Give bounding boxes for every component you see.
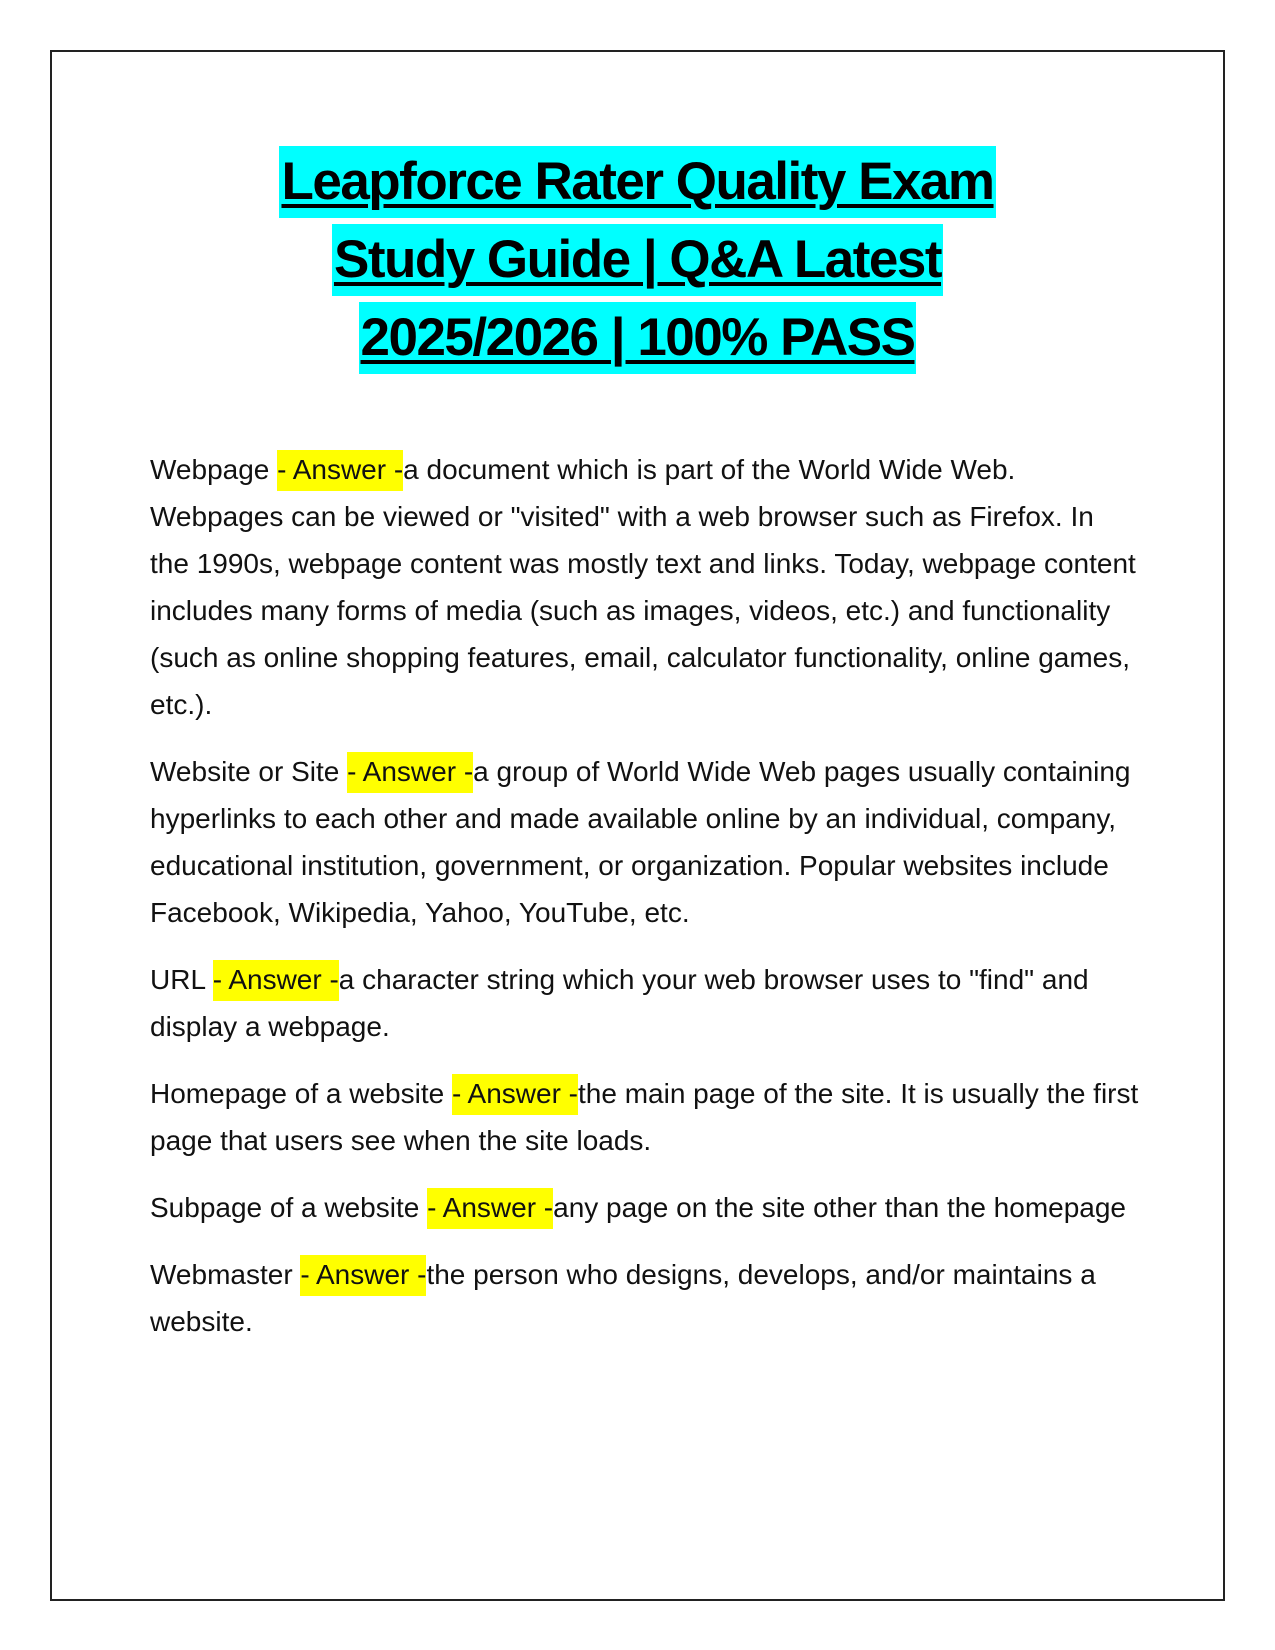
title-line-1: Leapforce Rater Quality Exam bbox=[279, 146, 995, 218]
answer-marker: - Answer - bbox=[347, 752, 473, 793]
answer-marker: - Answer - bbox=[277, 450, 403, 491]
qa-entry-url bbox=[150, 956, 1140, 1050]
title-line-3: 2025/2026 | 100% PASS bbox=[359, 302, 917, 374]
definition: a character string which your web browser uses to "find" and display a webpage. bbox=[150, 964, 1089, 1042]
answer-marker: - Answer - bbox=[300, 1255, 426, 1296]
qa-entry-webmaster bbox=[150, 1251, 1140, 1345]
term: Webmaster bbox=[150, 1259, 301, 1290]
qa-entry-homepage bbox=[150, 1070, 1140, 1164]
qa-list bbox=[150, 446, 1140, 1365]
definition: a group of World Wide Web pages usually containing hyperlinks to each other and made available online by an individual, company, educational institution, government, or organization. Popular websites include Facebook, Wikipedia, Yahoo, YouTube, etc. bbox=[150, 756, 1131, 928]
title-line-2: Study Guide | Q&A Latest bbox=[332, 224, 943, 296]
qa-entry-subpage bbox=[150, 1184, 1140, 1231]
term: URL bbox=[150, 964, 213, 995]
definition: any page on the site other than the homepage bbox=[553, 1192, 1127, 1223]
document-title bbox=[150, 146, 1125, 380]
term: Webpage bbox=[150, 454, 278, 485]
answer-marker: - Answer - bbox=[213, 960, 339, 1001]
qa-entry-website bbox=[150, 748, 1140, 936]
term: Homepage of a website bbox=[150, 1078, 452, 1109]
definition: the main page of the site. It is usually the first page that users see when the site loads. bbox=[150, 1078, 1139, 1156]
definition: the person who designs, develops, and/or maintains a website. bbox=[150, 1259, 1096, 1337]
term: Website or Site bbox=[150, 756, 348, 787]
answer-marker: - Answer - bbox=[427, 1188, 553, 1229]
qa-entry-webpage bbox=[150, 446, 1140, 728]
term: Subpage of a website bbox=[150, 1192, 428, 1223]
definition: a document which is part of the World Wide Web. Webpages can be viewed or "visited" with a web browser such as Firefox. In the 1990s, webpage content was mostly text and links. Today, webpage content includes many forms of media (such as images, videos, etc.) and functionality (such as online shopping features, email, calculator functionality, online games, etc.). bbox=[150, 454, 1136, 720]
answer-marker: - Answer - bbox=[452, 1074, 578, 1115]
